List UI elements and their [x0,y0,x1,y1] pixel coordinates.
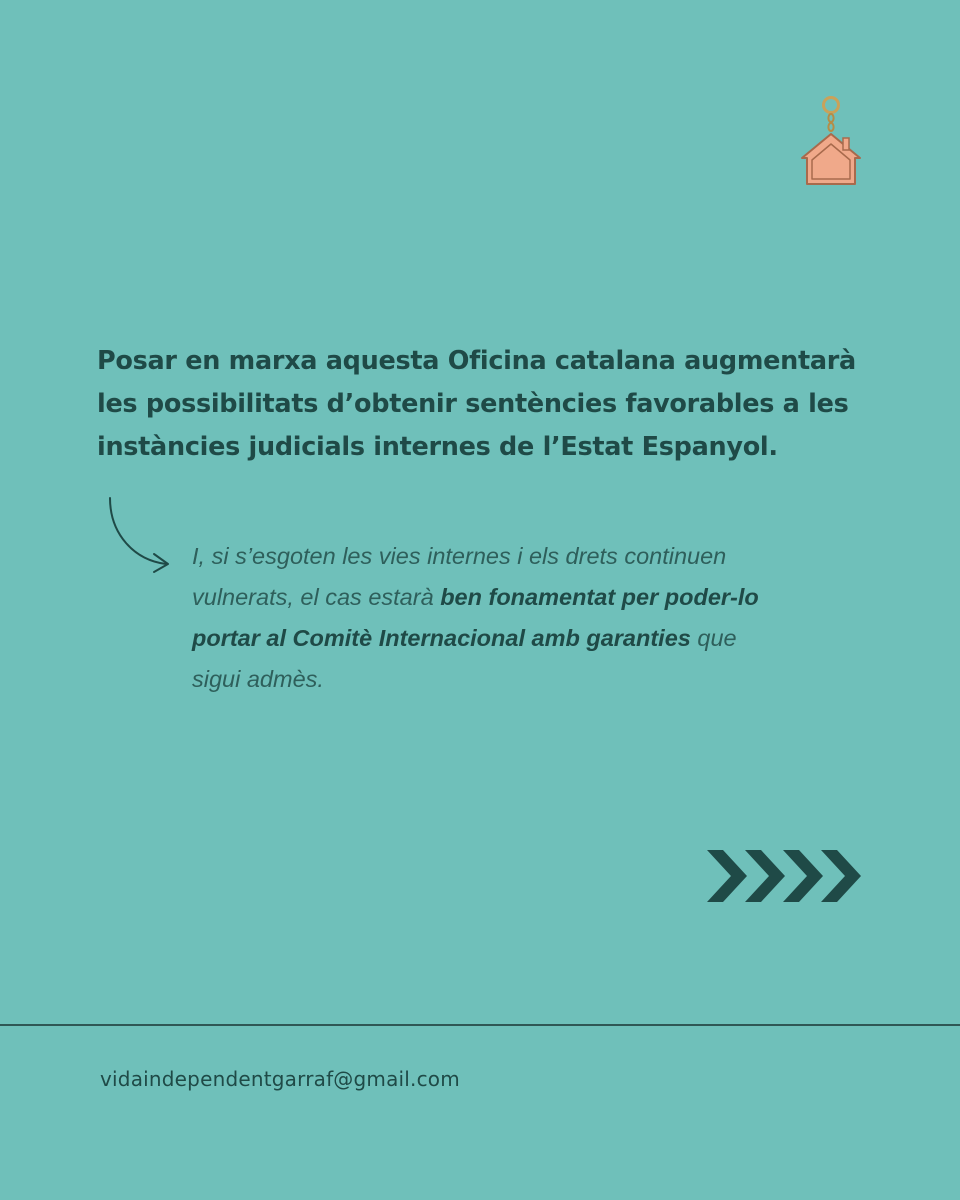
body-line-2 [192,577,872,618]
body-line-3-emphasis: portar al Comitè Internacional amb garanties [192,625,691,651]
body-line-4 [192,659,872,700]
headline [97,340,877,469]
body-paragraph [192,536,872,700]
body-line-1 [192,536,872,577]
body-line-2-text: vulnerats, el cas estarà [192,584,441,610]
curved-arrow-icon [100,494,180,574]
body-line-2-emphasis: ben fonamentat per poder-lo [440,584,759,610]
body-line-3 [192,618,872,659]
body-line-4-text: sigui admès. [192,666,324,692]
headline-line-3: instàncies judicials internes de l’Estat Espanyol. [97,432,778,462]
footer-divider [0,1024,960,1026]
chevrons-right-icon[interactable] [705,848,865,904]
house-keychain-icon [798,94,864,190]
headline-line-2: les possibilitats d’obtenir sentències favorables a les [97,389,849,419]
body-line-1-text: I, si s’esgoten les vies internes i els drets continuen [192,543,727,569]
body-line-3-text: que [690,625,737,651]
contact-email[interactable]: vidaindependentgarraf@gmail.com [100,1067,460,1091]
headline-line-1: Posar en marxa aquesta Oficina catalana augmentarà [97,346,856,376]
